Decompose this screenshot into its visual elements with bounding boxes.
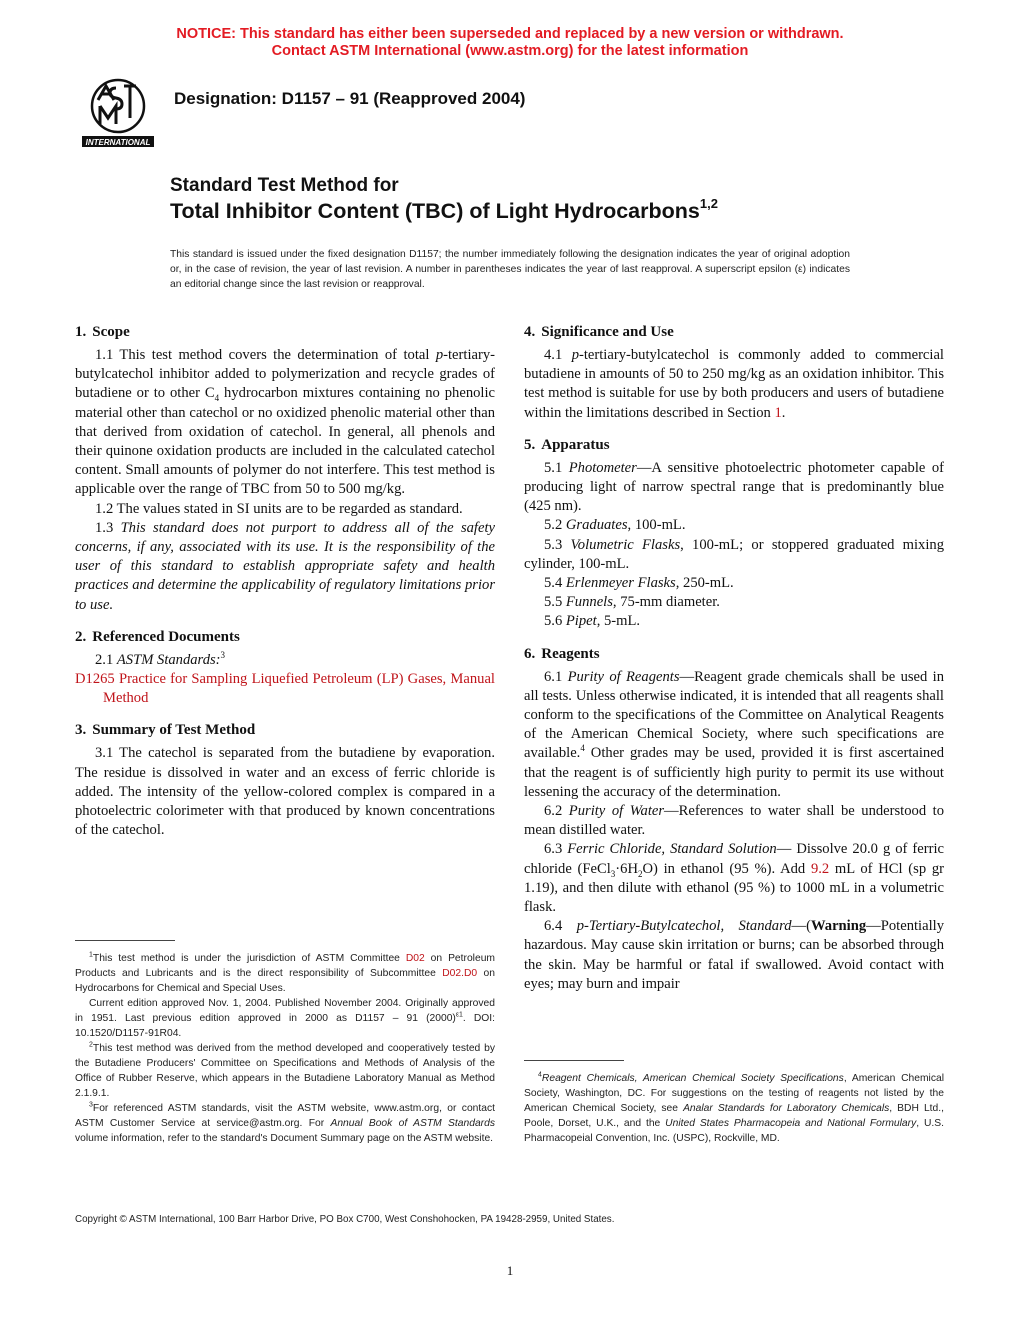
footnotes-right — [524, 1071, 944, 1146]
subcommittee-link[interactable]: D02.D0 — [442, 968, 478, 979]
paragraph-6-2: 6.2 Purity of Water—References to water shall be understood to mean distilled water. — [524, 803, 945, 839]
logo-text: INTERNATIONAL — [85, 138, 151, 147]
paragraph-2-1: 2.1 ASTM Standards:$^3$ — [95, 649, 226, 668]
section-heading: 4. Significance and Use — [524, 324, 674, 340]
section-reagents — [524, 644, 944, 994]
footnote-separator — [75, 940, 175, 941]
paragraph-6-4: 6.4 p-Tertiary-Butylcatechol, Standard—(Warning—Potentially hazardous. May cause skin irritation or burns; can be absorbed through the skin. May be harmful or fatal if swallowed. Avoid contact with eyes; may burn and impair — [524, 918, 944, 992]
section-apparatus — [524, 435, 944, 632]
footnotes-left — [75, 951, 495, 1146]
page-number: 1 — [506, 1263, 514, 1278]
footnote-4: $^4$Reagent Chemicals, American Chemical Society Specifications, American Chemical Society, Washington, DC. For suggestions on the testing of reagents not listed by the American Chemical Society, see Analar Standards for Laboratory Chemicals, BDH Ltd., Poole, Dorset, U.K., and the United States Pharmacopeia and National Formulary, U.S. Pharmacopeial Convention, Inc. (USPC), Rockville, MD. — [524, 1071, 945, 1144]
title-line-2 — [170, 195, 718, 224]
section-referenced-documents — [75, 627, 495, 709]
notice-line-2: Contact ASTM International (www.astm.org) for the latest information — [271, 43, 749, 59]
apparatus-item: 5.1 Photometer—A sensitive photoelectric photometer capable of producing light of narrow spectral range that is predominantly blue (425 nm). — [524, 459, 945, 515]
copyright: Copyright © ASTM International, 100 Barr Harbor Drive, PO Box C700, West Conshohocken, PA 19428-2959, United States. — [75, 1214, 615, 1225]
paragraph-4-1: 4.1 p-tertiary-butylcatechol is commonly added to commercial butadiene in amounts of 50 to 250 mg/kg as an oxidation inhibitor. This test method is suitable for use by both producers and users of butadiene within the limitations described in Section 1. — [524, 347, 944, 421]
apparatus-item: 5.2 Graduates, 100-mL. — [544, 517, 686, 534]
apparatus-item: 5.6 Pipet, 5-mL. — [544, 613, 641, 630]
apparatus-item: 5.5 Funnels, 75-mm diameter. — [544, 594, 720, 611]
reference-link-d1265[interactable]: D1265 Practice for Sampling Liquefied Petroleum (LP) Gases, Manual Method — [75, 671, 495, 707]
title-footnote-ref: 1,2 — [699, 195, 718, 211]
section-link[interactable]: 1 — [774, 404, 782, 421]
astm-logo — [76, 78, 160, 150]
paragraph-6-1: 6.1 Purity of Reagents—Reagent grade chemicals shall be used in all tests. Unless otherwise indicated, it is intended that all reagents shall conform to the specifications of the Committee on Analytical Reagents of the American Chemical Society, where such specifications are available.$^4$ Other grades may be used, provided it is first ascertained that the reagent is of sufficiently high purity to permit its use without lessening the accuracy of the determination. — [524, 668, 944, 800]
section-summary — [75, 720, 495, 840]
designation: Designation: D1157 – 91 (Reapproved 2004) — [174, 89, 526, 108]
paragraph-6-3: 6.3 Ferric Chloride, Standard Solution— Dissolve 20.0 g of ferric chloride $(FeCl_3\cdot 6H_2O)$ in ethanol (95 %). Add 9.2 mL of HCl (sp gr 1.19), and then dilute with ethanol (95 %) to 1000 mL in a volumetric flask. — [524, 841, 945, 916]
committee-link[interactable]: D02 — [405, 953, 425, 964]
footnote-separator — [524, 1060, 624, 1061]
section-significance — [524, 322, 944, 423]
astm-logo-icon — [76, 78, 160, 150]
section-heading: 5. Apparatus — [524, 436, 610, 453]
footnote-3: $^3$For referenced ASTM standards, visit the ASTM website, www.astm.org, or contact ASTM Customer Service at service@astm.org. For Annual Book of ASTM Standards volume information, refer to the standard's Document Summary page on the ASTM website. — [75, 1101, 495, 1144]
paragraph-1-1: 1.1 This test method covers the determination of total p-tertiary-butylcatechol inhibitor added to polymerization and recycle grades of butadiene or to other $C_4$ hydrocarbon mixtures containing no phenolic material other than catechol or no oxidized phenolic material other than that derived from oxidation of catechol. In general, all phenols and their quinone oxidation products are included in the calculated catechol content. Small amounts of polymer do not interfere. This test method is applicable over the range of TBC from 50 to 500 mg/kg. — [75, 347, 496, 498]
section-heading: 6. Reagents — [524, 645, 600, 662]
footnote-1-edition: Current edition approved Nov. 1, 2004. Published November 2004. Originally approved in 1951. Last previous edition approved in 2000 as D1157 – 91 $(2000)^{\varepsilon 1}$. DOI: 10.1520/D1157-91R04. — [75, 998, 496, 1039]
left-column — [75, 322, 495, 852]
section-heading: 1. Scope — [75, 324, 130, 340]
paragraph-3-1: 3.1 The catechol is separated from the butadiene by evaporation. The residue is dissolved in water and an excess of ferric chloride is added. The intensity of the yellow-colored complex is compared in a photoelectric colorimeter with that produced by known concentrations of the catechol. — [75, 745, 495, 839]
apparatus-item: 5.3 Volumetric Flasks, 100-mL; or stoppered graduated mixing cylinder, 100-mL. — [524, 536, 944, 572]
paragraph-1-3: 1.3 This standard does not purport to address all of the safety concerns, if any, associated with its use. It is the responsibility of the user of this standard to establish appropriate safety and health practices and determine the applicability of regulatory limitations prior to use. — [75, 519, 495, 613]
notice-banner — [0, 26, 1020, 60]
footnote-1: $^1$This test method is under the jurisdiction of ASTM Committee D02 on Petroleum Products and Lubricants and is the direct responsibility of Subcommittee D02.D0 on Hydrocarbons for Chemical and Special Uses. — [75, 951, 495, 994]
section-link[interactable]: 9.2 — [810, 860, 830, 877]
footnote-2: $^2$This test method was derived from the method developed and cooperatively tested by the Butadiene Producers' Committee on Specifications and Methods of Analysis of the Office of Rubber Reserve, which appears in the Butadiene Laboratory Manual as Method 2.1.9.1. — [75, 1041, 495, 1099]
paragraph-1-2: 1.2 The values stated in SI units are to be regarded as standard. — [95, 500, 463, 517]
right-column — [524, 322, 944, 1006]
title-line-2-text: Total Inhibitor Content (TBC) of Light Hydrocarbons — [170, 199, 700, 223]
apparatus-item: 5.4 Erlenmeyer Flasks, 250-mL. — [544, 575, 734, 592]
section-heading: 3. Summary of Test Method — [75, 722, 256, 739]
intro-paragraph: This standard is issued under the fixed designation D1157; the number immediately following the designation indicates the year of original adoption or, in the case of revision, the year of last revision. A number in parentheses indicates the year of last reapproval. A superscript epsilon (ε) indicates an editorial change since the last revision or reapproval. — [170, 249, 850, 290]
notice-line-1: NOTICE: This standard has either been superseded and replaced by a new version or withdrawn. — [176, 26, 844, 42]
section-heading: 2. Referenced Documents — [75, 628, 240, 645]
section-scope — [75, 322, 495, 615]
title-line-1: Standard Test Method for — [170, 175, 399, 196]
